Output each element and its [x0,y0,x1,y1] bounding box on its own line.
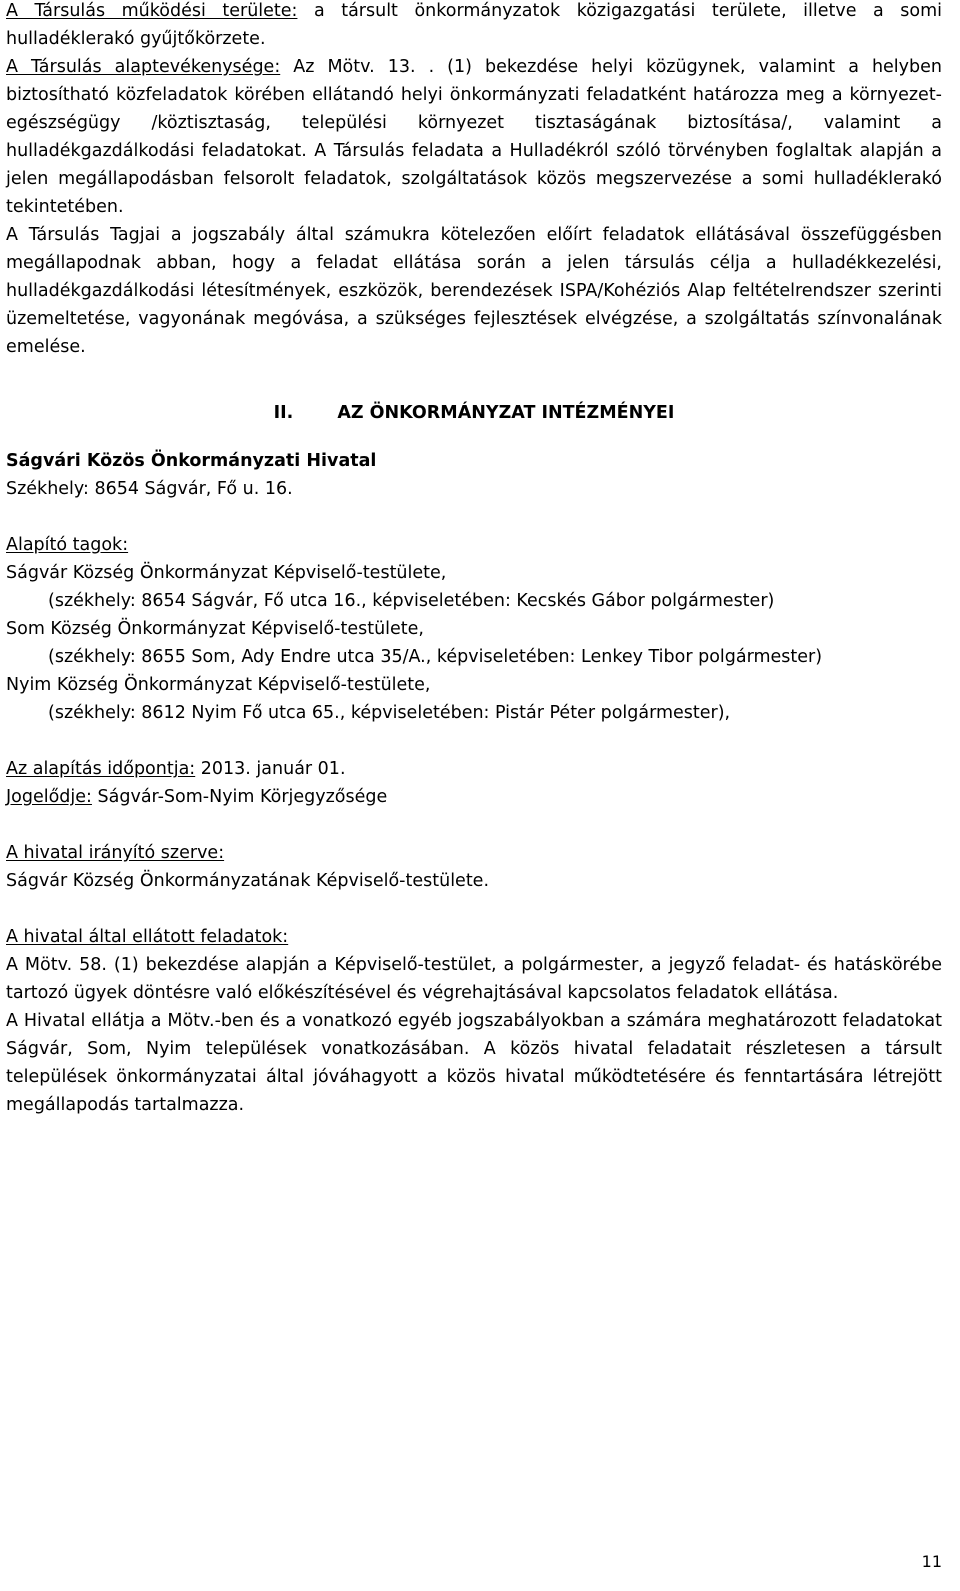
tasks-paragraph-1: A Mötv. 58. (1) bekezdése alapján a Képviselő-testület, a polgármester, a jegyző feladat- és hatáskörébe tartozó ügyek döntésre való előkészítésével és végrehajtásával kapcsolatos feladatok ellátása. [6,955,942,1003]
office-seat: Székhely: 8654 Ságvár, Fő u. 16. [6,479,293,499]
founder-2-name: Som Község Önkormányzat Képviselő-testülete, [6,619,424,639]
founder-3-detail: (székhely: 8612 Nyim Fő utca 65., képviseletében: Pistár Péter polgármester), [48,703,731,723]
founder-3-name: Nyim Község Önkormányzat Képviselő-testülete, [6,675,431,695]
document-page [6,0,942,1119]
area-text: a társult önkormányzatok közigazgatási területe, illetve a somi hulladéklerakó gyűjtőkörzete. [6,1,942,49]
founder-1-detail: (székhely: 8654 Ságvár, Fő utca 16., képviseletében: Kecskés Gábor polgármester) [48,591,775,611]
paragraph-area [6,0,942,53]
section-title: AZ ÖNKORMÁNYZAT INTÉZMÉNYEI [337,403,675,423]
core-activity-label: A Társulás alaptevékenysége: [6,57,281,77]
founding-value: 2013. január 01. [195,759,346,779]
founder-1-name: Ságvár Község Önkormányzat Képviselő-testülete, [6,563,447,583]
office-name: Ságvári Közös Önkormányzati Hivatal [6,451,377,471]
founder-2-detail: (székhely: 8655 Som, Ady Endre utca 35/A., képviseletében: Lenkey Tibor polgármester) [48,647,823,667]
governing-value: Ságvár Község Önkormányzatának Képviselő-testülete. [6,871,490,891]
governing-label: A hivatal irányító szerve: [6,843,225,863]
section-number: II. [273,403,294,423]
founding-label: Az alapítás időpontja: [6,759,196,779]
tasks-label: A hivatal által ellátott feladatok: [6,927,289,947]
founding-date [6,755,942,783]
predecessor-value: Ságvár-Som-Nyim Körjegyzősége [91,787,388,807]
core-activity-text: Az Mötv. 13. . (1) bekezdése helyi közügynek, valamint a helyben biztosítható közfeladatok körében ellátandó helyi önkormányzati feladatként határozza meg a környezet-egészségügy /köztisztaság, települési környezet tisztaságának biztosítása/, valamint a hulladékgazdálkodási feladatokat. A Társulás feladata a Hulladékról szóló törvényben foglaltak alapján a jelen megállapodásban felsorolt feladatok, szolgáltatások közös megszervezése a somi hulladéklerakó tekintetében. [6,57,942,217]
page-number: 11 [921,1552,942,1571]
paragraph-core-activity [6,53,942,221]
section-heading [6,399,942,427]
tasks-paragraph-2: A Hivatal ellátja a Mötv.-ben és a vonatkozó egyéb jogszabályokban a számára meghatározott feladatokat Ságvár, Som, Nyim települések vonatkozásában. A közös hivatal feladatait részletesen a társult települések önkormányzatai által jóváhagyott a közös hivatal működtetésére és fenntartására létrejött megállapodás tartalmazza. [6,1011,942,1115]
predecessor-label: Jogelődje: [6,787,92,807]
area-label: A Társulás működési területe: [6,1,298,21]
predecessor [6,783,942,811]
founders-label: Alapító tagok: [6,535,129,555]
paragraph-members: A Társulás Tagjai a jogszabály által számukra kötelezően előírt feladatok ellátásával összefüggésben megállapodnak abban, hogy a feladat ellátása során a jelen társulás célja a hulladékkezelési, hulladékgazdálkodási létesítmények, eszközök, berendezések ISPA/Kohéziós Alap feltételrendszer szerinti üzemeltetése, vagyonának megóvása, a szükséges fejlesztések elvégzése, a szolgáltatás színvonalának emelése. [6,225,942,357]
